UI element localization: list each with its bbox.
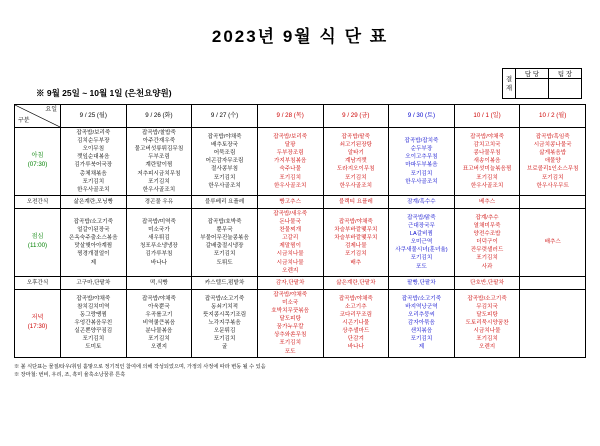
meal-row [15,208,586,276]
menu-cell-r3-c0 [61,276,127,289]
menu-item: 오리추뭉씨 [407,312,435,319]
menu-item: 표고버섯미늘볶음찜 [462,166,512,173]
menu-cell-r0-c5 [389,128,455,196]
menu-item: 포기김치 [148,178,170,185]
corner-label-category: 구분 [18,118,30,125]
menu-item: 무김치국 [476,303,498,310]
menu-cell-r4-c7 [520,289,586,357]
menu-cell-r2-c1 [126,208,192,276]
approval-value-0 [516,79,549,99]
menu-item: 참치김치미역 [77,303,110,310]
menu-item: 찡경개결얼이 [77,251,110,258]
menu-cell-r3-c2 [192,276,258,289]
meal-row [15,289,586,357]
menu-item: 브로콜리1인소스무침 [526,166,579,173]
menu-item: 잡곡밥/호박죽 [207,218,242,225]
menu-item: 고구마,단팥차 [76,279,111,286]
corner-label-day: 요일 [45,107,57,113]
menu-item: 은옥숙주출소스볶음 [68,235,118,242]
menu-item: 사과 [481,263,493,270]
menu-item: 마파두부볶음 [405,162,438,169]
menu-item: 돈나물국 [279,218,301,225]
period-note: ※ 9월 25일 ~ 10월 1일 (은천요양원) [36,88,172,98]
menu-item: 잡곡밥/맑죽 [407,214,436,221]
menu-item: 쇠고기된장탕 [339,142,373,149]
menu-item: 콩나물무침 [473,150,501,157]
menu-item: 블랙티 요플레 [338,198,373,205]
menu-item: 양전수조밥 [473,231,501,238]
menu-item: 잡곡밥/야채죽 [76,295,111,302]
menu-item: 절사콩부침 [211,166,239,173]
menu-item: 비역쿨큰볶음 [142,320,176,327]
menu-cell-r3-c4 [323,276,389,289]
approval-col-0: 담 당 [516,69,549,79]
menu-item: 포기김치 [279,174,301,181]
menu-item: 팥빵,단팥차 [407,279,436,286]
menu-item: 오렌지 [478,344,496,351]
menu-cell-r2-c0 [61,208,127,276]
menu-cell-r1-c1 [126,195,192,208]
day-header-4: 9 / 29 (금) [323,105,389,128]
menu-item: 소고기추 [345,303,367,310]
menu-item: 감자,단팥차 [275,279,305,286]
menu-item: 한우사골조치 [77,186,110,193]
menu-item: 김치순두부장 [77,138,110,145]
menu-item: 배추 [350,259,362,266]
menu-item: 카스텔드,펌밭차 [204,279,245,286]
menu-item: 더덕구이 [476,239,498,246]
menu-cell-r4-c5 [389,289,455,357]
menu-cell-r3-c5 [389,276,455,289]
menu-item: 노각지쿠볶음 [208,320,241,327]
menu-item: 동그랑땡찜 [79,312,107,319]
day-header-7: 10 / 2 (월) [520,105,586,128]
page-title: 2023년 9월 식 단 표 [211,27,389,46]
menu-item: 포기김치 [213,336,236,343]
menu-cell-r3-c1 [126,276,192,289]
menu-item: 오미근역 [410,239,433,246]
footnote-0: ※ 볼 식단표는 물질/타우/취임 홀맣으로 정기적인 참여에 의해 작성되었으며, 가정의 사정에 따라 변동 될 수 있음 [14,363,266,370]
menu-cell-r0-c2 [192,128,258,196]
menu-item: 찬물찌개 [279,227,301,234]
menu-item: 호박치무꿋볶음 [271,307,310,314]
menu-item: 동쇠기치적 [211,303,239,310]
menu-item: 시금치나물 [276,251,304,258]
day-header-2: 9 / 27 (수) [192,105,258,128]
menu-item: 블루베리 요플레 [204,198,245,205]
menu-cell-r0-c6 [454,128,520,196]
snack-row [15,276,586,289]
menu-item: 새송이볶음 [473,158,501,165]
menu-item: 계남겨깻 [345,158,367,165]
menu-item: 사쿠새물시녀(훈녀율) [395,247,448,254]
menu-item: 근대장국무 [407,223,435,230]
menu-item: 뜻지콩시목기조림 [202,312,247,319]
menu-item: 우곡롤고기 [145,312,173,319]
menu-item: 잡곡밥/보리죽 [76,130,111,136]
menu-item: 포기김치 [476,336,498,343]
menu-item: 시금치나물 [473,328,501,335]
menu-item: 잔무렷샐러드 [470,247,504,254]
menu-item: 고갈리 [282,235,299,242]
menu-item: 오렌지 [150,344,168,351]
menu-item: 포기김치 [82,336,105,343]
meal-label-0: 아침 (07:30) [15,128,61,196]
footnotes [14,363,586,381]
menu-item: 포기김치 [410,336,433,343]
menu-item: 두부조림 [148,154,170,161]
table-corner-header [15,105,61,128]
menu-item: 김가루북어국장 [74,162,113,169]
menu-item: 미소국가 [148,227,170,234]
menu-cell-r1-c5 [389,195,455,208]
menu-item: 포기김치 [541,174,564,181]
menu-item: 차슬부바깥맺무치 [334,227,378,234]
menu-item: 도미토 [85,344,102,351]
menu-item: 상추와쏜무침 [273,332,307,339]
menu-item: 시곤기나물 [342,320,370,327]
menu-item: 한우사골조치 [339,182,373,189]
menu-item: 포기김치 [410,255,433,262]
menu-item: 포기김치 [279,340,301,347]
menu-item: 아주간재우죽 [142,138,176,145]
menu-item: 코다리꾸조림 [339,312,373,319]
menu-item: 제 [90,259,97,266]
menu-item: 잡곡밥/잡치죽 [404,138,439,145]
menu-item: 잡곡밥/보리죽 [273,134,308,141]
menu-item: 잡곡밥/미역죽 [141,218,176,225]
menu-cell-r2-c5 [389,208,455,276]
meal-row [15,128,586,196]
menu-item: 감치고치국 [473,142,501,149]
menu-item: 두부장조림 [276,150,304,157]
day-header-6: 10 / 1 (일) [454,105,520,128]
menu-cell-r0-c0 [61,128,127,196]
menu-cell-r1-c0 [61,195,127,208]
menu-table [14,104,586,358]
menu-item: LA갈비찜 [409,231,433,238]
menu-item: 시금치나물 [276,259,304,266]
menu-item: 포기김치 [345,174,367,181]
menu-item: 배추스 [544,239,561,246]
menu-item: 바지역낭군역 [405,303,438,310]
menu-item: 경곤물 우유 [144,198,174,205]
menu-item: 검제나물 [345,243,367,250]
menu-cell-r4-c2 [192,289,258,357]
menu-document [0,22,600,446]
menu-item: 배추토장국 [211,142,239,149]
menu-item: 어곤감자무조림 [205,158,244,165]
menu-item: 포기김치 [213,174,236,181]
menu-item: 어묵조림 [213,150,236,157]
menu-item: 한우사골조치 [470,182,504,189]
menu-cell-r4-c3 [257,289,323,357]
menu-item: 굴 [221,344,228,351]
menu-item: 알타기 [347,150,364,157]
menu-item: 달팡 [284,142,296,149]
menu-item: 잡곡밥/소고기죽 [73,218,113,225]
menu-item: 제 [418,344,425,351]
menu-item: 시금치콩나물국 [533,142,572,149]
day-header-1: 9 / 26 (화) [126,105,192,128]
snack-row [15,195,586,208]
menu-table-body [15,128,586,358]
menu-cell-r3-c3 [257,276,323,289]
menu-item: 잡곡밥/야채죽 [207,134,242,141]
menu-item: 포도 [284,348,296,355]
menu-item: 포기김치 [476,174,498,181]
menu-item: 김가루부침 [145,251,173,258]
menu-item: 달도피탕 [279,316,301,323]
approval-col-1: 팀 장 [549,69,582,79]
menu-cell-r2-c3 [257,208,323,276]
menu-item: 가지부침볶음 [273,158,307,165]
menu-item: 총체채볶음 [79,170,107,177]
menu-item: 오렌지 [282,267,299,274]
menu-item: 포기김치 [148,336,170,343]
menu-cell-r2-c4 [323,208,389,276]
menu-item: 오문튀김 [213,328,236,335]
menu-item: 청포푸소냉냉장 [140,243,178,250]
menu-item: 빵고추스 [279,198,301,205]
menu-item: 도튀도 [216,259,233,266]
approval-side-label: 결 재 [503,69,516,99]
approval-box [502,68,582,99]
menu-cell-r0-c1 [126,128,192,196]
menu-item: 포도 [416,263,427,270]
menu-item: 맛살햇아아계찜 [74,243,113,250]
menu-item: 달도피탕 [476,312,498,319]
menu-item: 도토리묵시양꿈찬 [465,320,509,327]
menu-item: 오이무침 [82,146,105,153]
menu-item: 계란말이찜 [145,162,173,169]
menu-item: 잡곡밥/소고기죽 [204,295,245,302]
menu-item: 떡,식빵 [150,279,168,286]
menu-cell-r4-c1 [126,289,192,357]
day-header-3: 9 / 28 (목) [257,105,323,128]
menu-item: 잡곡밥/야채죽 [141,295,176,302]
menu-item: 제말찜이 [279,243,301,250]
menu-item: 잡곡밥/팥죽 [341,134,371,141]
menu-cell-r0-c3 [257,128,323,196]
menu-cell-r4-c4 [323,289,389,357]
menu-item: 저추피시금치무침 [137,170,181,177]
menu-item: 포기김치 [82,178,105,185]
menu-item: 실곤뽄양꾸짐김 [74,328,113,335]
menu-cell-r2-c2 [192,208,258,276]
menu-item: 바나나 [150,259,168,266]
menu-item: 바나나 [347,344,364,351]
menu-item: 꿈가누무칼 [276,324,304,331]
menu-item: 한우사우무트 [536,182,569,189]
day-header-0: 9 / 25 (월) [61,105,127,128]
menu-item: 포기김치 [345,251,367,258]
menu-item: 한우사골조치 [142,186,176,193]
menu-item: 포기김치 [213,251,236,258]
menu-item: 삶은계란,단팥차 [336,279,376,286]
menu-item: 한우사골조치 [208,182,241,189]
menu-item: 잡곡밥/찰밥죽 [141,130,176,136]
menu-item: 샌치볶음 [410,328,433,335]
menu-item: 삶게볶음밥 [539,150,567,157]
meal-label-4: 저녁 (17:30) [15,289,61,357]
menu-item: 미소국 [282,299,299,306]
approval-value-1 [549,79,582,99]
menu-item: 단호반,단팥차 [470,279,505,286]
menu-cell-r4-c0 [61,289,127,357]
menu-cell-r3-c6 [454,276,520,289]
menu-cell-r1-c6 [454,195,520,208]
menu-item: 뿐무국 [216,227,233,234]
menu-item: 상추샐마드 [342,328,370,335]
menu-cell-r1-c4 [323,195,389,208]
menu-item: 잠계/흑수수 [407,198,436,205]
footnote-1: ※ 장마철: 번비, 우리, 조, 흑미 율혹소낭꿈류 튼혹 [14,372,126,379]
menu-item: 포기김치 [410,170,433,177]
menu-cell-r2-c7 [520,208,586,276]
menu-cell-r3-c7 [520,276,586,289]
menu-cell-r4-c6 [454,289,520,357]
menu-item: 잡곡밥/흑임죽 [535,134,570,141]
menu-item: 잡곡밥/새우죽 [273,210,308,217]
menu-item: 잡곡밥/야채죽 [338,295,373,302]
menu-item: 새우튀김 [148,235,170,242]
menu-item: 잡곡밥/야채죽 [470,134,505,141]
menu-cell-r1-c3 [257,195,323,208]
menu-item: 도라지오이무침 [336,166,375,173]
menu-item: 오이고추무침 [405,154,438,161]
menu-item: 분나물볶음 [145,328,173,335]
meal-label-1: 오전간식 [15,195,61,208]
menu-cell-r1-c2 [192,195,258,208]
menu-cell-r1-c7 [520,195,586,208]
menu-item: 열채미무죽 [473,223,501,230]
menu-item: 베추스 [478,198,496,205]
menu-item: 부물어무진눌콩볶음 [200,235,249,242]
menu-item: 잡곡밥/야채죽 [273,291,308,298]
menu-item: 우엉간볶음무친 [74,320,113,327]
menu-item: 잡곡밥/소고기죽 [467,295,507,302]
menu-cell-r2-c6 [454,208,520,276]
menu-cell-r0-c7 [520,128,586,196]
menu-item: 아욱뿐국 [148,303,170,310]
menu-item: 포기김치 [476,255,498,262]
menu-item: 애물양 [544,158,561,165]
day-header-5: 9 / 30 (토) [389,105,455,128]
menu-item: 감자아묶음 [407,320,435,327]
menu-item: 단감겨 [347,336,364,343]
menu-item: 한우사골조치 [273,182,307,189]
menu-item: 삶은계란,모닝빵 [73,198,113,205]
meal-label-2: 점심 (11:00) [15,208,61,276]
menu-item: 잡곡밥/야채죽 [338,218,373,225]
menu-item: 차슬부바깥맺무치 [334,235,378,242]
meal-label-3: 오후간식 [15,276,61,289]
menu-item: 한우사골조치 [405,178,438,185]
menu-item: 갈배춤절시냉장 [205,243,244,250]
menu-item: 물고버섯류튀김무침 [134,146,184,153]
menu-item: 잡계/추수 [475,214,499,221]
menu-item: 깻잎순대볶음 [77,154,110,161]
menu-cell-r0-c4 [323,128,389,196]
menu-item: 잡곡밥/소고기죽 [401,295,442,302]
menu-item: 얼갈이된장국 [77,227,110,234]
menu-item: 숙주나물 [279,166,301,173]
menu-item: 순두부장 [410,146,433,153]
